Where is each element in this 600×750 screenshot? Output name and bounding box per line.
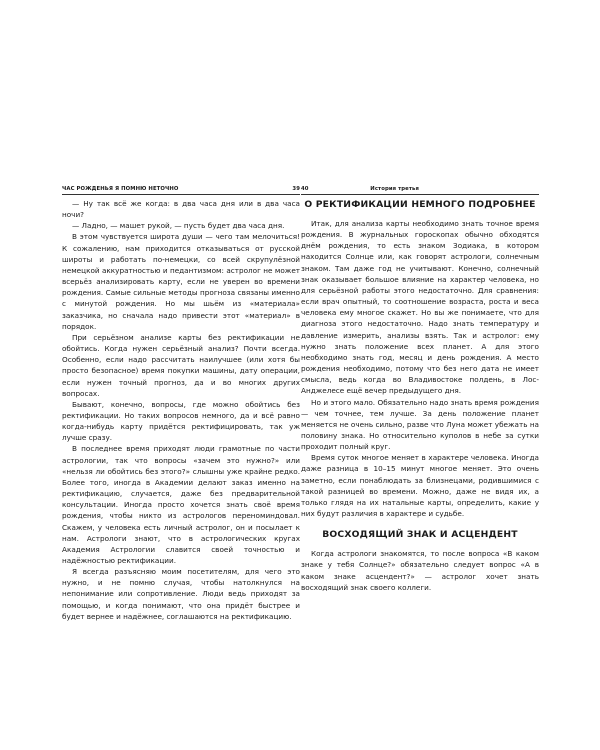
right-paragraph: Итак, для анализа карты необходимо знать точное время рождения. В журнальных гороскопах обычно обходятся днём рождения, то есть знаком Зодиака, в котором находится Солнце или, как говорят астрологи, солнечным знаком. Там даже год не учитывают. Конечно, солнечный знак оказывает большое влияние на характер человека, но для серьёзной работы этого недостаточно. Для сравнения: если врач опытный, то соотношение возраста, роста и веса человека ему многое скажет. Но вы же понимаете, что для диагноза этого недостаточно. Надо знать температуру и давление измерить, анализы взять. Так и астролог: ему нужно знать положение всех планет. А для этого необходимо знать год, месяц и день рождения. А место рождения необходимо, потому что без него дата не имеет смысла, ведь когда во Владивостоке полдень, в Лос-Анджелесе ещё вечер предыдущего дня. [301, 219, 539, 396]
left-paragraph: — Ну так всё же когда: в два часа дня или в два часа ночи? [62, 199, 300, 220]
left-paragraph: Бывают, конечно, вопросы, где можно обойтись без ректификации. Но таких вопросов немного, да и всё равно когда-нибудь карту придётся ректифицировать, так уж лучше сразу. [62, 399, 300, 443]
left-paragraph: В последнее время приходят люди грамотные по части астрологии, так что вопросы «зачем это нужно?» или «нельзя ли обойтись без этого?» слышны уже крайне редко. Более того, иногда в Академии делают заказ именно на ректификацию, случается, даже без предварительной консультации. Иногда просто хочется знать своё время рождения, чтобы никто из астрологов переноминдовал. Скажем, у человека есть личный астролог, он и посылает к нам. Астрологи знают, что в астрологических кругах Академия Астрологии славится своей точностью и надёжностью ректификации. [62, 444, 300, 565]
left-page-number: 39 [292, 186, 300, 192]
right-running-head: История третья [370, 186, 419, 192]
right-paragraph: Но и этого мало. Обязательно надо знать время рождения — чем точнее, тем лучше. За день положение планет меняется не очень сильно, разве что Луна может убежать на половину знака. Но относительно куполов в небе за сутки проходит полный круг. [301, 397, 539, 452]
right-page-number: 40 [301, 186, 309, 192]
left-running-header [62, 186, 300, 195]
right-paragraph: Когда астрологи знакомятся, то после вопроса «В каком знаке у тебя Солнце?» обязательно следует вопрос «А в каком знаке асцендент?» — астролог хочет знать восходящий знак своего коллеги. [301, 549, 539, 592]
right-page [301, 186, 539, 593]
left-paragraph: Я всегда разъясняю моим посетителям, для чего это нужно, и не помню случая, чтобы натолкнулся на непонимание или сопротивление. Люди ведь приходят за помощью, и когда понимают, что она придёт быстрее и будет вернее и надёжнее, соглашаются на ректификацию. [62, 567, 300, 621]
left-page [62, 186, 300, 622]
right-paragraph: Время суток многое меняет в характере человека. Иногда даже разница в 10–15 минут многое меняет. Это очень заметно, если понаблюдать за близнецами, родившимися с такой разницей во времени. Можно, даже не видя их, а только глядя на их натальные карты, определить, какие у них будут различия в характере и судьбе. [301, 453, 539, 519]
left-running-head: ЧАС РОЖДЕНЬЯ Я ПОМНЮ НЕТОЧНО [62, 186, 179, 192]
left-paragraph: В этом чувствуется широта души — чего там мелочиться! К сожалению, нам приходится отказываться от русской широты и работать по-немецки, со всей скрупулёзной немецкой аккуратностью и педантизмом: астролог не может всерьёз анализировать карту, если не уверен во времени рождения. Самые сильные методы прогноза связаны именно с минутой рождения. Но мы шьём из «материала» заказчика, но сначала надо привести этот «материал» в порядок. [62, 232, 300, 331]
right-running-header [301, 186, 539, 195]
left-paragraph: При серьёзном анализе карты без ректификации не обойтись. Когда нужен серьёзный анализ? Почти всегда. Особенно, если надо рассчитать наилучшее (или хотя бы просто безопасное) время покупки машины, дату операции, если нужен точный прогноз, да и во многих других вопросах. [62, 332, 300, 398]
section-heading: ВОСХОДЯЩИЙ ЗНАК И АСЦЕНДЕНТ [322, 529, 518, 541]
section-heading: О РЕКТИФИКАЦИИ НЕМНОГО ПОДРОБНЕЕ [304, 199, 536, 210]
left-paragraph: — Ладно, — машет рукой, — пусть будет два часа дня. [72, 221, 285, 231]
